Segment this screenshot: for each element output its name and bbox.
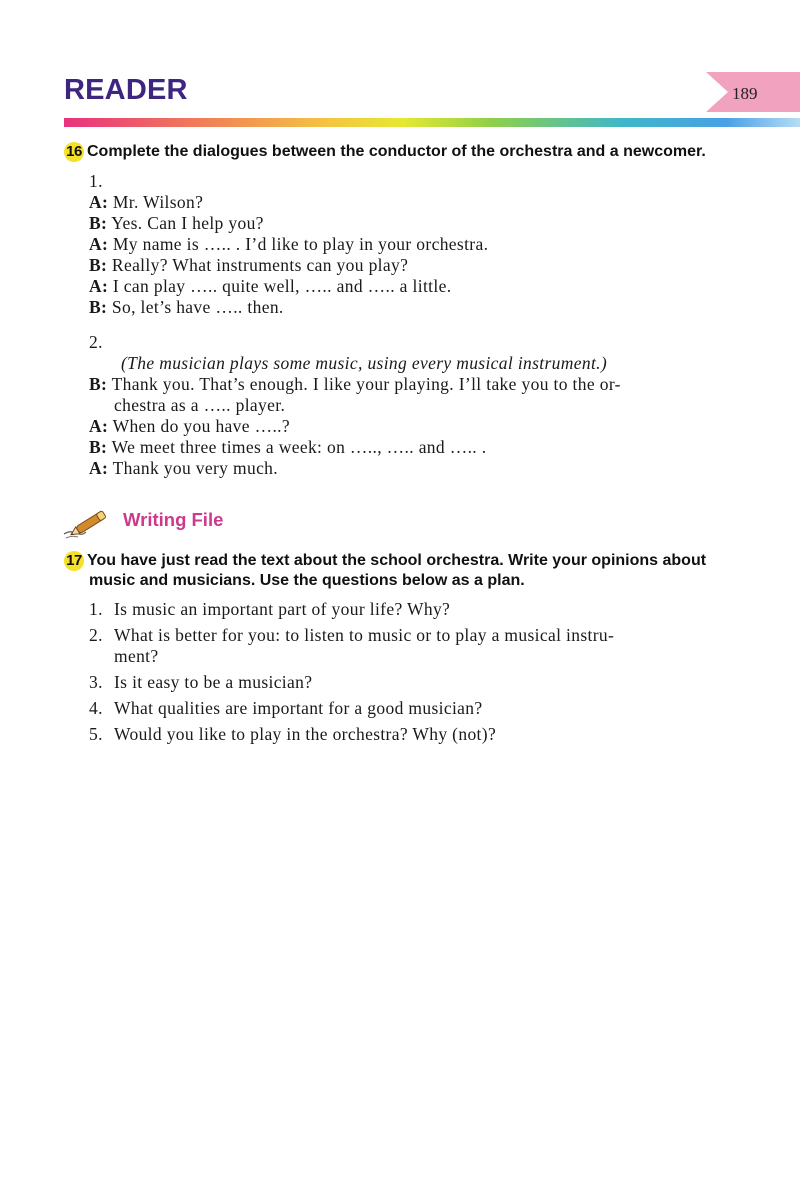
question-item	[89, 672, 749, 693]
dialogue-1	[89, 171, 749, 318]
speaker: B:	[89, 297, 108, 317]
speaker: B:	[89, 374, 108, 394]
dialogue-1-label: 1.	[89, 171, 103, 191]
line-text: Thank you. That’s enough. I like your playing. I’ll take you to the or-	[107, 374, 621, 394]
question-number: 2.	[89, 625, 103, 645]
line-continuation: chestra as a ….. player.	[114, 395, 286, 415]
line-text: Thank you very much.	[108, 458, 279, 478]
speaker: B:	[89, 213, 108, 233]
dialogue-line	[89, 416, 749, 437]
speaker: A:	[89, 234, 109, 254]
dialogue-line	[89, 297, 749, 318]
line-text: Yes. Can I help you?	[107, 213, 264, 233]
dialogue-line	[89, 374, 749, 395]
task-16-number-badge: 16	[64, 142, 84, 162]
speaker: A:	[89, 458, 109, 478]
task-17-heading	[64, 551, 764, 591]
question-number: 5.	[89, 724, 103, 744]
question-item	[89, 625, 749, 667]
writing-file-title: Writing File	[123, 509, 224, 530]
question-number: 4.	[89, 698, 103, 718]
question-text: What qualities are important for a good musician?	[114, 698, 483, 718]
dialogue-line	[89, 276, 749, 297]
line-text: When do you have …..?	[108, 416, 291, 436]
question-list	[89, 599, 749, 750]
speaker: B:	[89, 255, 108, 275]
speaker: A:	[89, 416, 109, 436]
dialogue-2-label: 2.	[89, 332, 103, 352]
task-17-instruction-line1: You have just read the text about the school orchestra. Write your opinions about	[87, 552, 707, 569]
question-text: Would you like to play in the orchestra? Why (not)?	[114, 724, 497, 744]
dialogue-line	[89, 255, 749, 276]
dialogue-line	[89, 234, 749, 255]
dialogue-line	[89, 192, 749, 213]
question-number: 1.	[89, 599, 103, 619]
dialogue-line	[89, 458, 749, 479]
line-text: So, let’s have ….. then.	[107, 297, 284, 317]
question-continuation: ment?	[114, 646, 159, 666]
stage-direction: (The musician plays some music, using every musical instrument.)	[121, 353, 608, 373]
section-title: READER	[64, 74, 188, 106]
question-text: Is it easy to be a musician?	[114, 672, 313, 692]
line-text: We meet three times a week: on ….., ….. and ….. .	[107, 437, 487, 457]
question-item	[89, 724, 749, 745]
task-16-instruction: Complete the dialogues between the conductor of the orchestra and a newcomer.	[87, 143, 706, 160]
pen-icon	[62, 500, 114, 540]
question-text: What is better for you: to listen to music or to play a musical instru-	[114, 625, 615, 645]
task-16-heading	[64, 142, 764, 162]
line-text: Really? What instruments can you play?	[107, 255, 409, 275]
speaker: B:	[89, 437, 108, 457]
speaker: A:	[89, 276, 109, 296]
line-text: I can play ….. quite well, ….. and ….. a little.	[108, 276, 452, 296]
question-text: Is music an important part of your life? Why?	[114, 599, 451, 619]
question-item	[89, 698, 749, 719]
dialogue-line	[89, 437, 749, 458]
question-item	[89, 599, 749, 620]
line-text: My name is ….. . I’d like to play in your orchestra.	[108, 234, 489, 254]
task-17-instruction-line2: music and musicians. Use the questions below as a plan.	[89, 572, 525, 589]
task-17-number-badge: 17	[64, 551, 84, 571]
dialogue-2	[89, 332, 749, 479]
speaker: A:	[89, 192, 109, 212]
dialogue-line	[89, 213, 749, 234]
line-text: Mr. Wilson?	[108, 192, 204, 212]
rainbow-divider	[64, 118, 800, 127]
question-number: 3.	[89, 672, 103, 692]
page-number: 189	[732, 84, 758, 103]
